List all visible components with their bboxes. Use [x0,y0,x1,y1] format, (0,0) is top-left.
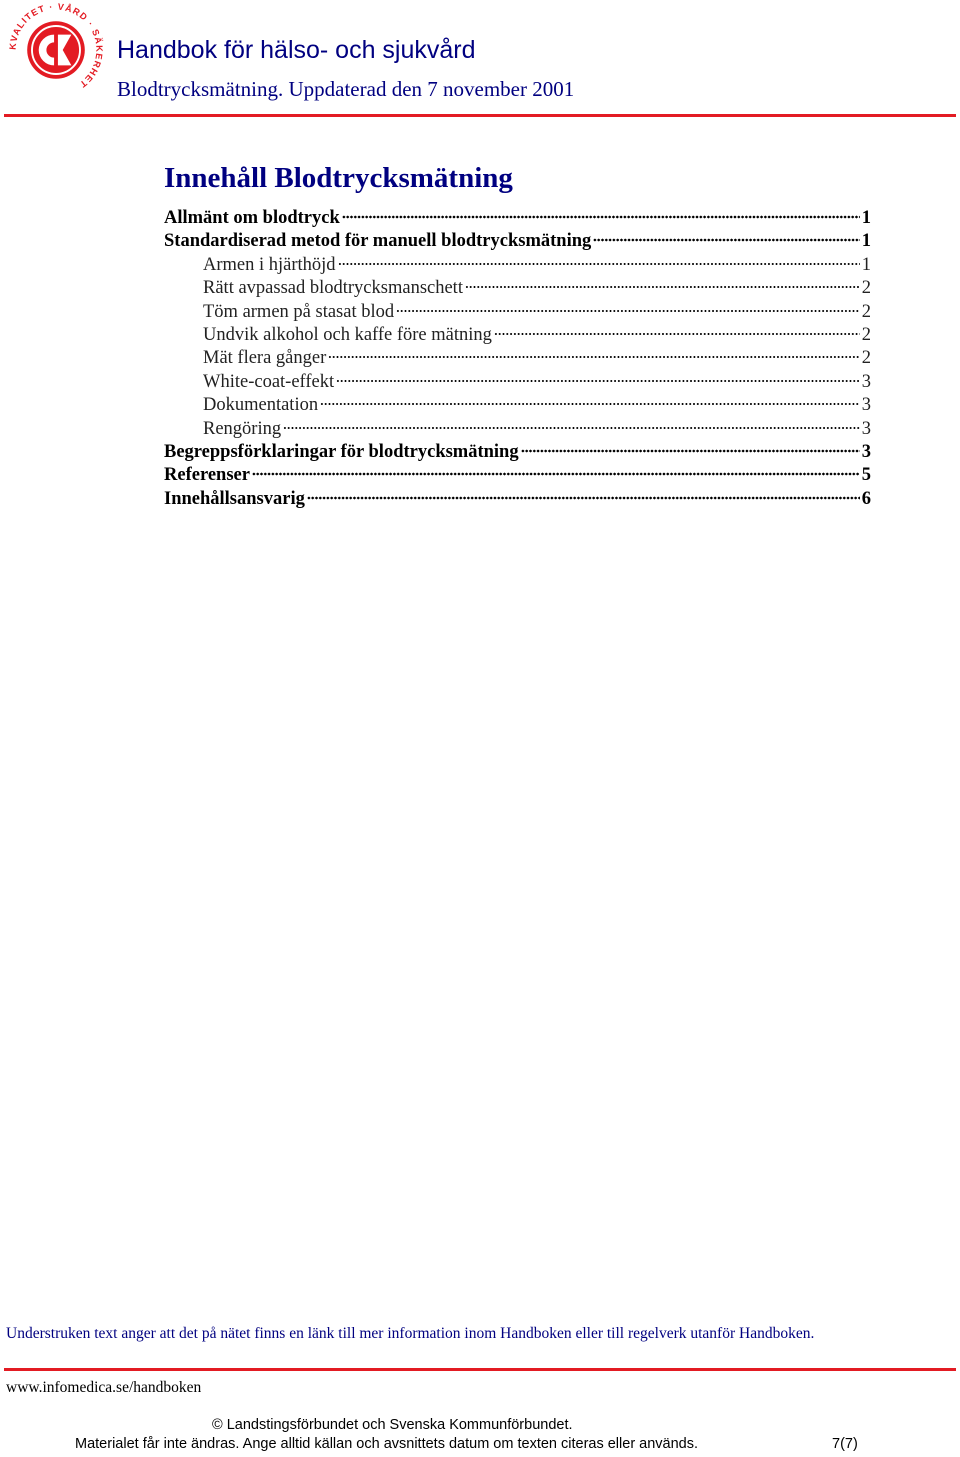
toc-entry-page: 2 [861,324,871,345]
page-number: 7(7) [832,1436,858,1452]
toc-entry-page: 3 [861,418,871,439]
toc-entry-label: Standardiserad metod för manuell blodtrycksmätning [164,231,592,252]
toc-entry-label: White-coat-effekt [203,371,335,392]
toc-entry-page: 2 [861,348,871,369]
table-of-contents [164,207,871,511]
toc-dot-leader [465,285,860,289]
toc-entry[interactable] [164,488,871,511]
toc-entry-label: Begreppsförklaringar för blodtrycksmätning [164,441,519,462]
toc-entry[interactable] [164,230,871,253]
toc-entry[interactable] [164,418,871,441]
logo-ring-text: KVALITET · VÅRD · SÄKERHET [8,2,104,90]
toc-entry-label: Armen i hjärthöjd [203,254,336,275]
toc-entry-label: Allmänt om blodtryck [164,208,340,228]
toc-entry-label: Innehållsansvarig [164,488,305,509]
toc-title: Innehåll Blodtrycksmätning [164,162,513,194]
toc-entry-page: 1 [861,231,871,252]
copyright-notice: © Landstingsförbundet och Svenska Kommunförbundet. [212,1417,573,1433]
toc-entry[interactable] [164,371,871,394]
material-notice: Materialet får inte ändras. Ange alltid källan och avsnittets datum om texten citeras eller används. [75,1436,699,1452]
toc-dot-leader [494,332,860,336]
toc-entry-label: Rätt avpassad blodtrycksmanschett [203,278,463,299]
document-subtitle: Blodtrycksmätning. Uppdaterad den 7 november 2001 [117,77,575,101]
toc-entry[interactable] [164,207,871,230]
toc-entry-label: Undvik alkohol och kaffe före mätning [203,324,492,345]
toc-dot-leader [336,379,860,383]
toc-entry[interactable] [164,254,871,277]
toc-entry-label: Töm armen på stasat blod [203,301,395,322]
toc-entry[interactable] [164,464,871,487]
toc-entry-label: Mät flera gånger [203,348,327,369]
toc-entry-label: Dokumentation [203,395,319,416]
toc-entry-label: Referenser [164,465,250,486]
footer-divider [4,1368,956,1371]
toc-entry-page: 2 [861,301,871,322]
toc-entry-page: 3 [861,395,871,416]
toc-dot-leader [283,426,860,430]
website-url[interactable]: www.infomedica.se/handboken [6,1379,202,1396]
toc-entry-page: 5 [861,465,871,486]
toc-dot-leader [338,262,860,266]
toc-entry[interactable] [164,301,871,324]
toc-dot-leader [252,472,860,476]
toc-entry[interactable] [164,347,871,370]
toc-entry[interactable] [164,441,871,464]
toc-entry-label: Rengöring [203,418,282,439]
toc-entry[interactable] [164,394,871,417]
toc-dot-leader [320,402,860,406]
toc-dot-leader [396,309,860,313]
toc-dot-leader [593,238,860,242]
header-divider [4,114,956,117]
toc-entry-page: 3 [861,371,871,392]
toc-entry-page: 3 [861,441,871,462]
handbook-title: Handbok för hälso- och sjukvård [117,36,476,64]
organization-logo [8,2,104,98]
toc-entry[interactable] [164,277,871,300]
toc-entry-page: 2 [861,278,871,299]
toc-entry-page: 6 [861,488,871,509]
link-note: Understruken text anger att det på nätet finns en länk till mer information inom Handboken eller till regelverk utanför Handboken. [6,1325,815,1342]
toc-entry[interactable] [164,324,871,347]
toc-dot-leader [521,449,860,453]
toc-dot-leader [307,496,860,500]
toc-dot-leader [328,355,859,359]
toc-entry-page: 1 [861,254,871,275]
toc-entry-page: 1 [861,208,871,228]
toc-dot-leader [342,215,860,219]
